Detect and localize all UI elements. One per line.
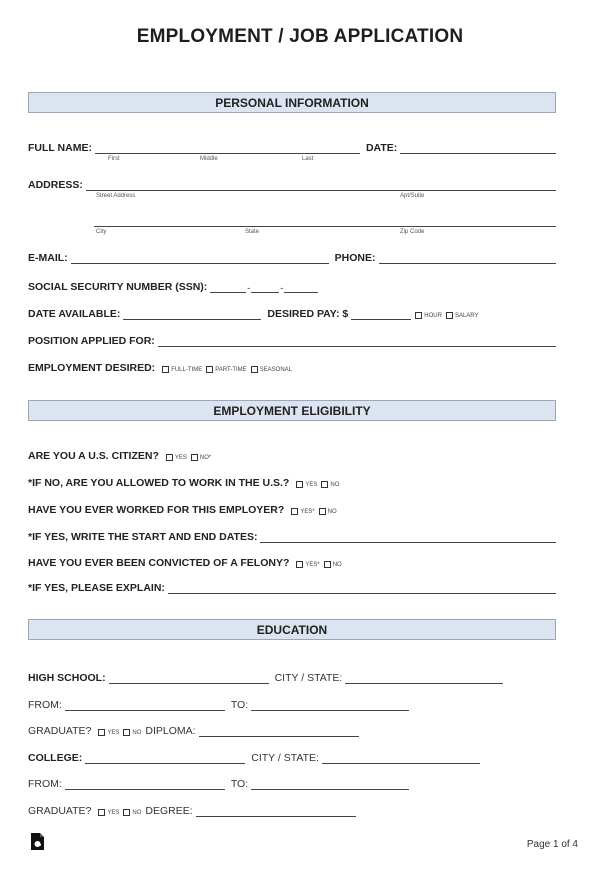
high-school-row bbox=[28, 670, 556, 684]
worked-no-checkbox[interactable] bbox=[319, 508, 326, 515]
allowed-label: *IF NO, ARE YOU ALLOWED TO WORK IN THE U.S.? bbox=[28, 477, 290, 489]
email-row bbox=[28, 250, 556, 264]
explain-field[interactable] bbox=[168, 581, 556, 594]
hs-to-label: TO: bbox=[230, 699, 249, 711]
address-row bbox=[28, 177, 556, 191]
worked-no-label: NO bbox=[327, 509, 337, 515]
position-label: POSITION APPLIED FOR: bbox=[28, 335, 155, 347]
phone-label: PHONE: bbox=[334, 252, 376, 264]
college-graduate-row bbox=[28, 803, 556, 817]
hs-city-state-label: CITY / STATE: bbox=[274, 672, 343, 684]
full-name-row bbox=[28, 140, 556, 154]
allowed-row bbox=[28, 475, 556, 489]
college-from-label: FROM: bbox=[28, 778, 62, 790]
ssn-separator-2: - bbox=[280, 283, 284, 293]
dates-label: *IF YES, WRITE THE START AND END DATES: bbox=[28, 531, 258, 543]
ssn-part3-field[interactable] bbox=[284, 280, 318, 293]
ssn-part1-field[interactable] bbox=[210, 280, 246, 293]
section-header-education: EDUCATION bbox=[28, 619, 556, 640]
address-label: ADDRESS: bbox=[28, 179, 83, 191]
explain-row bbox=[28, 580, 556, 594]
felony-yes-label: YES* bbox=[305, 562, 320, 568]
felony-label: HAVE YOU EVER BEEN CONVICTED OF A FELONY? bbox=[28, 557, 290, 569]
allowed-yes-checkbox[interactable] bbox=[296, 481, 303, 488]
college-to-field[interactable] bbox=[251, 777, 409, 790]
citizen-row bbox=[28, 448, 556, 462]
document-icon bbox=[30, 832, 45, 851]
felony-no-label: NO bbox=[332, 562, 342, 568]
citizen-label: ARE YOU A U.S. CITIZEN? bbox=[28, 450, 159, 462]
ssn-separator-1: - bbox=[247, 283, 251, 293]
citizen-yes-checkbox[interactable] bbox=[166, 454, 173, 461]
college-graduate-no-label: NO bbox=[132, 810, 142, 816]
worked-row bbox=[28, 502, 556, 516]
citizen-yes-label: YES bbox=[174, 455, 187, 461]
phone-field[interactable] bbox=[379, 251, 556, 264]
hs-graduate-no-label: NO bbox=[132, 730, 142, 736]
allowed-no-label: NO bbox=[330, 482, 340, 488]
position-row bbox=[28, 333, 556, 347]
street-address-field[interactable] bbox=[86, 178, 556, 191]
salary-label: SALARY bbox=[454, 313, 479, 319]
state-sublabel: State bbox=[245, 229, 260, 235]
allowed-yes-label: YES bbox=[305, 482, 318, 488]
desired-pay-label: DESIRED PAY: $ bbox=[267, 308, 349, 320]
felony-yes-checkbox[interactable] bbox=[296, 561, 303, 568]
email-label: E-MAIL: bbox=[28, 252, 68, 264]
hs-graduate-label: GRADUATE? bbox=[28, 725, 92, 737]
explain-label: *IF YES, PLEASE EXPLAIN: bbox=[28, 582, 165, 594]
dates-field[interactable] bbox=[260, 530, 556, 543]
hs-graduate-row bbox=[28, 723, 556, 737]
college-graduate-yes-checkbox[interactable] bbox=[98, 809, 105, 816]
high-school-label: HIGH SCHOOL: bbox=[28, 672, 106, 684]
hs-graduate-yes-checkbox[interactable] bbox=[98, 729, 105, 736]
allowed-no-checkbox[interactable] bbox=[321, 481, 328, 488]
hs-from-field[interactable] bbox=[65, 698, 225, 711]
college-to-label: TO: bbox=[230, 778, 249, 790]
date-available-field[interactable] bbox=[123, 307, 261, 320]
college-row bbox=[28, 750, 556, 764]
page-title: EMPLOYMENT / JOB APPLICATION bbox=[136, 26, 464, 47]
date-available-label: DATE AVAILABLE: bbox=[28, 308, 121, 320]
last-sublabel: Last bbox=[302, 156, 314, 162]
college-dates-row bbox=[28, 776, 556, 790]
ssn-label: SOCIAL SECURITY NUMBER (SSN): bbox=[28, 281, 208, 293]
section-header-personal: PERSONAL INFORMATION bbox=[28, 92, 556, 113]
salary-checkbox[interactable] bbox=[446, 312, 453, 319]
hs-graduate-no-checkbox[interactable] bbox=[123, 729, 130, 736]
address-line2-row bbox=[94, 213, 556, 227]
full-name-label: FULL NAME: bbox=[28, 142, 92, 154]
employment-desired-row bbox=[28, 360, 556, 374]
citizen-no-label: NO* bbox=[199, 455, 212, 461]
part-time-checkbox[interactable] bbox=[206, 366, 213, 373]
date-available-row bbox=[28, 306, 556, 320]
date-label: DATE: bbox=[365, 142, 398, 154]
college-graduate-yes-label: YES bbox=[107, 810, 120, 816]
section-header-eligibility: EMPLOYMENT ELIGIBILITY bbox=[28, 400, 556, 421]
dates-row bbox=[28, 529, 556, 543]
hour-label: HOUR bbox=[424, 313, 442, 319]
email-field[interactable] bbox=[71, 251, 329, 264]
middle-sublabel: Middle bbox=[200, 156, 218, 162]
hs-from-label: FROM: bbox=[28, 699, 62, 711]
high-school-field[interactable] bbox=[109, 671, 269, 684]
hour-checkbox[interactable] bbox=[415, 312, 422, 319]
ssn-row bbox=[28, 279, 556, 293]
full-time-checkbox[interactable] bbox=[162, 366, 169, 373]
date-field[interactable] bbox=[400, 141, 556, 154]
seasonal-label: SEASONAL bbox=[259, 367, 293, 373]
full-name-field[interactable] bbox=[95, 141, 360, 154]
first-sublabel: First bbox=[108, 156, 120, 162]
part-time-label: PART-TIME bbox=[215, 367, 247, 373]
hs-dates-row bbox=[28, 697, 556, 711]
hs-to-field[interactable] bbox=[251, 698, 409, 711]
city-state-zip-field[interactable] bbox=[94, 214, 556, 227]
felony-row bbox=[28, 555, 556, 569]
full-time-label: FULL-TIME bbox=[171, 367, 203, 373]
desired-pay-field[interactable] bbox=[351, 307, 411, 320]
worked-label: HAVE YOU EVER WORKED FOR THIS EMPLOYER? bbox=[28, 504, 285, 516]
felony-no-checkbox[interactable] bbox=[324, 561, 331, 568]
ssn-part2-field[interactable] bbox=[251, 280, 279, 293]
street-sublabel: Street Address bbox=[96, 193, 136, 199]
college-graduate-no-checkbox[interactable] bbox=[123, 809, 130, 816]
college-field[interactable] bbox=[85, 751, 245, 764]
college-graduate-label: GRADUATE? bbox=[28, 805, 92, 817]
zip-sublabel: Zip Code bbox=[400, 229, 425, 235]
college-label: COLLEGE: bbox=[28, 752, 83, 764]
position-field[interactable] bbox=[158, 334, 556, 347]
hs-city-state-field[interactable] bbox=[345, 671, 503, 684]
apt-sublabel: Apt/Suite bbox=[400, 193, 425, 199]
employment-desired-label: EMPLOYMENT DESIRED: bbox=[28, 362, 156, 374]
seasonal-checkbox[interactable] bbox=[251, 366, 258, 373]
diploma-label: DIPLOMA: bbox=[145, 725, 196, 737]
college-city-state-field[interactable] bbox=[322, 751, 480, 764]
diploma-field[interactable] bbox=[199, 724, 359, 737]
city-sublabel: City bbox=[96, 229, 107, 235]
college-city-state-label: CITY / STATE: bbox=[251, 752, 319, 764]
citizen-no-checkbox[interactable] bbox=[191, 454, 198, 461]
degree-label: DEGREE: bbox=[145, 805, 193, 817]
page-number: Page 1 of 4 bbox=[526, 839, 578, 850]
hs-graduate-yes-label: YES bbox=[107, 730, 120, 736]
college-from-field[interactable] bbox=[65, 777, 225, 790]
degree-field[interactable] bbox=[196, 804, 356, 817]
worked-yes-label: YES* bbox=[300, 509, 315, 515]
worked-yes-checkbox[interactable] bbox=[291, 508, 298, 515]
